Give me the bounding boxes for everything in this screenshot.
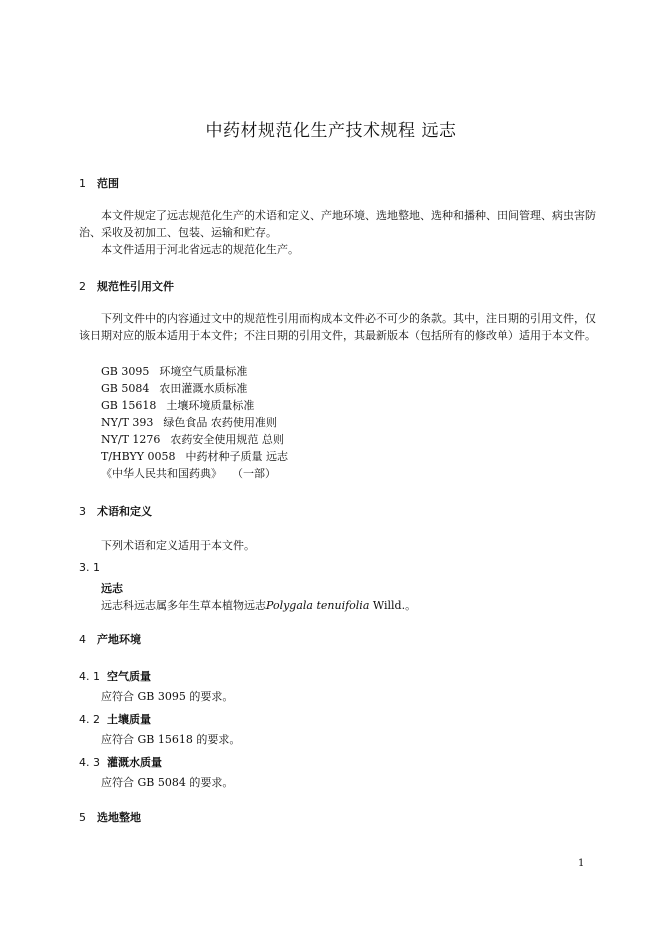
section-title: 产地环境 [97,633,141,646]
section-title: 术语和定义 [97,505,152,518]
subsection-4-2-text: 应符合 GB 15618 的要求。 [101,733,241,746]
section-1-heading [79,175,119,191]
reference-item: 《中华人民共和国药典》 （一部） [101,467,276,480]
subsection-4-2-heading: 4. 2 土壤质量 [79,713,151,726]
section-number: 1 [79,177,86,190]
section-title: 选地整地 [97,811,141,824]
reference-item: GB 15618 土壤环境质量标准 [101,399,255,412]
reference-item: GB 5084 农田灌溉水质标准 [101,382,248,395]
section-number: 4 [79,633,86,646]
reference-item: T/HBYY 0058 中药材种子质量 远志 [101,450,289,463]
section-2-heading [79,278,174,294]
term-definition: 远志科远志属多年生草本植物远志Polygala tenuifolia Willd.。 [101,599,417,612]
subsection-4-3-heading: 4. 3 灌溉水质量 [79,756,162,769]
reference-item: NY/T 1276 农药安全使用规范 总则 [101,433,284,446]
scope-paragraph-1: 本文件规定了远志规范化生产的术语和定义、产地环境、选地整地、选种和播种、田间管理、病虫害防治、采收及初加工、包装、运输和贮存。 [79,209,596,239]
subsection-number: 3. 1 [79,561,100,574]
terms-intro-paragraph: 下列术语和定义适用于本文件。 [101,539,255,552]
section-4-heading [79,631,141,647]
references-intro-paragraph: 下列文件中的内容通过文中的规范性引用而构成本文件必不可少的条款。其中，注日期的引用文件，仅该日期对应的版本适用于本文件；不注日期的引用文件，其最新版本（包括所有的修改单）适用于本文件。 [79,312,596,342]
section-title: 规范性引用文件 [97,280,174,293]
reference-item: GB 3095 环境空气质量标准 [101,365,248,378]
term-name: 远志 [101,582,123,595]
section-number: 5 [79,811,86,824]
subsection-4-1-heading: 4. 1 空气质量 [79,670,151,683]
subsection-4-1-text: 应符合 GB 3095 的要求。 [101,690,234,703]
scope-paragraph-2: 本文件适用于河北省远志的规范化生产。 [101,243,299,256]
section-3-heading [79,503,152,519]
subsection-4-3-text: 应符合 GB 5084 的要求。 [101,776,234,789]
section-title: 范围 [97,177,119,190]
section-number: 2 [79,280,86,293]
section-5-heading [79,809,141,825]
reference-item: NY/T 393 绿色食品 农药使用准则 [101,416,277,429]
document-title: 中药材规范化生产技术规程 远志 [205,121,457,141]
page-number: 1 [578,858,585,869]
section-number: 3 [79,505,86,518]
